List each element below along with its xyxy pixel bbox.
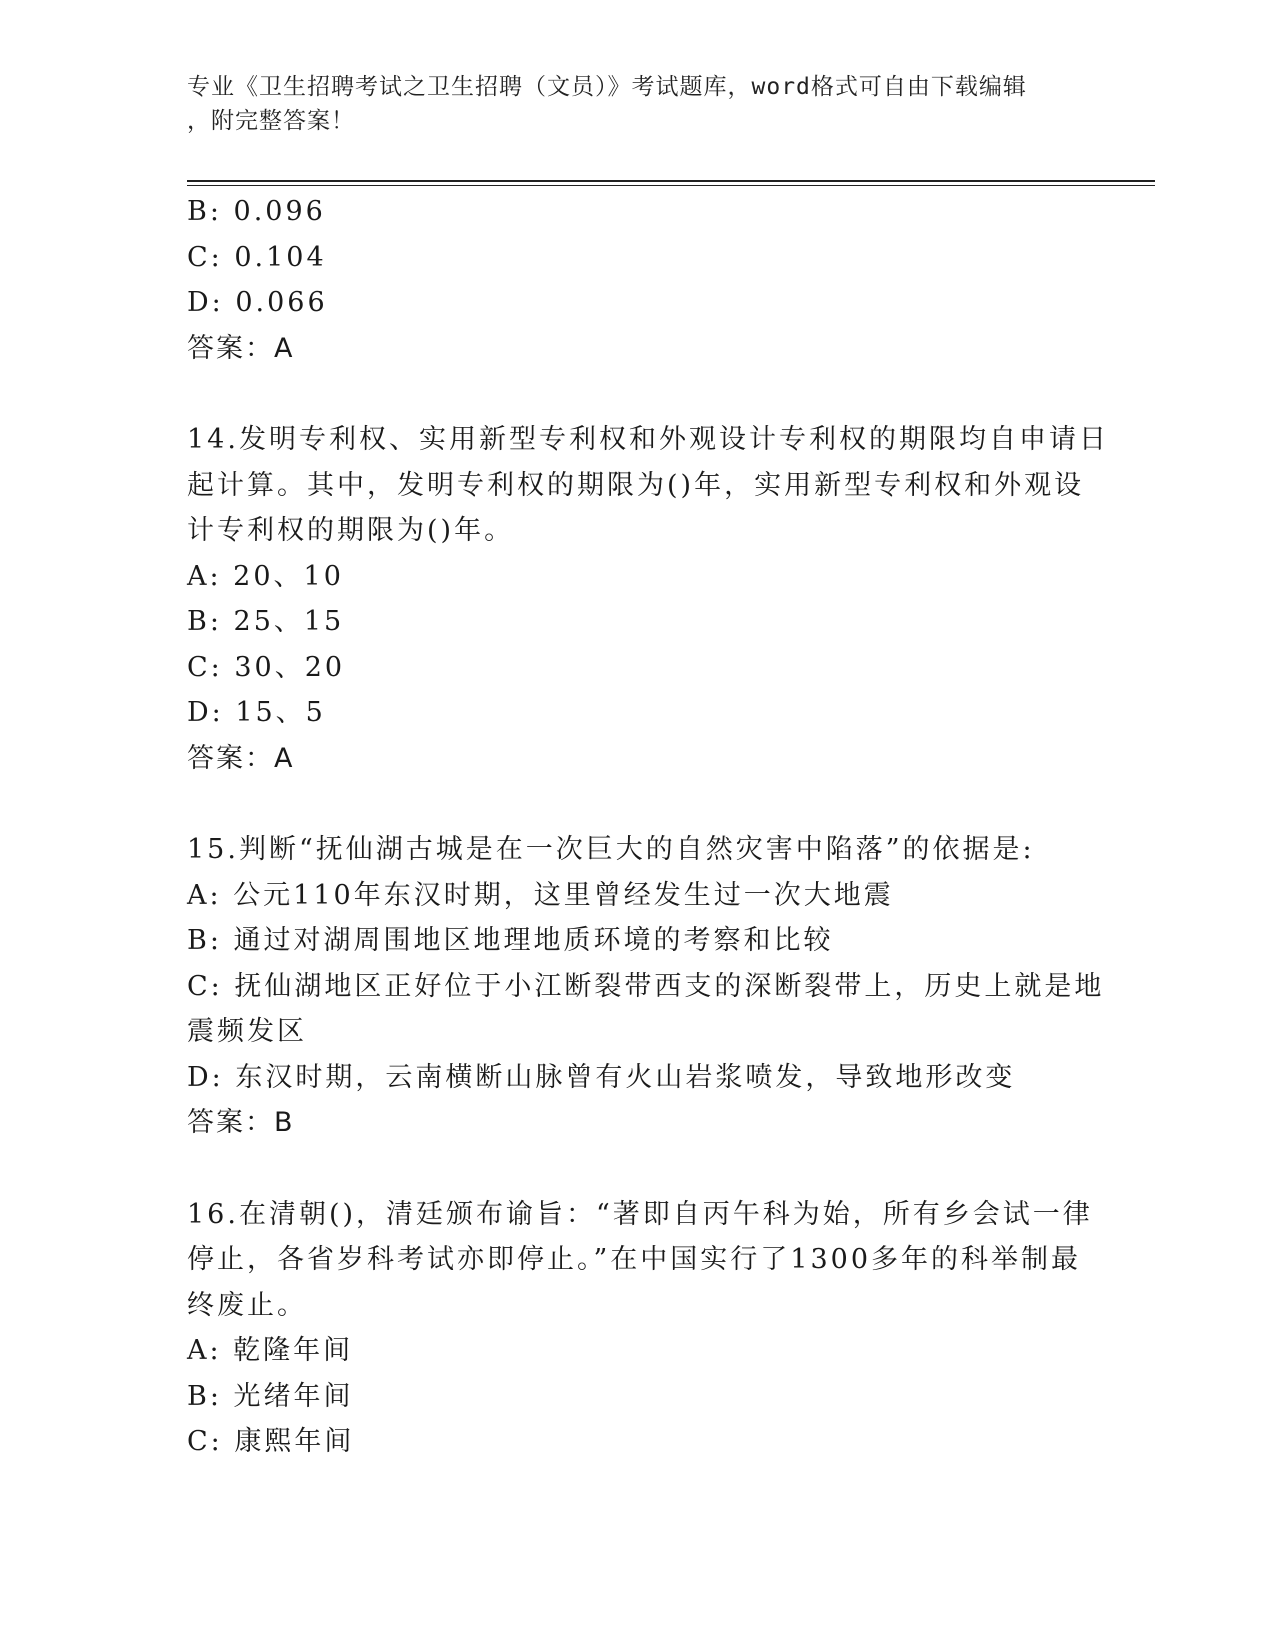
option-a: A: 乾隆年间 — [187, 1335, 354, 1366]
question-text-line: 终废止。 — [187, 1289, 307, 1321]
question-list — [187, 189, 1109, 1465]
document-header — [187, 70, 1067, 138]
option-b: B: 通过对湖周围地区地理地质环境的考察和比较 — [187, 925, 834, 956]
header-line-2: ，附完整答案！ — [187, 108, 355, 134]
option-c: C: 抚仙湖地区正好位于小江断裂带西支的深断裂带上，历史上就是地 — [187, 970, 1105, 1002]
option-d: D: 东汉时期，云南横断山脉曾有火山岩浆喷发，导致地形改变 — [187, 1061, 1016, 1093]
spacer — [187, 781, 1087, 827]
question-text-line: 14.发明专利权、实用新型专利权和外观设计专利权的期限均自申请日 — [187, 424, 1109, 455]
header-divider-thick — [187, 180, 1155, 182]
option-c-continued: 震频发区 — [187, 1016, 307, 1047]
question-16 — [187, 1192, 1093, 1465]
option-c: C: 30、20 — [187, 651, 346, 683]
answer: 答案：B — [187, 1107, 295, 1138]
spacer — [187, 371, 1087, 417]
header-divider-thin — [187, 185, 1155, 186]
option-c: C: 康熙年间 — [187, 1426, 355, 1457]
header-line-1: 专业《卫生招聘考试之卫生招聘（文员）》考试题库，word格式可自由下载编辑 — [187, 74, 1027, 100]
question-text-line: 15.判断“抚仙湖古城是在一次巨大的自然灾害中陷落”的依据是: — [187, 834, 1035, 865]
question-text-line: 起计算。其中，发明专利权的期限为()年，实用新型专利权和外观设 — [187, 469, 1085, 501]
option-d: D: 15、5 — [187, 697, 326, 728]
option-b: B: 光绪年间 — [187, 1380, 354, 1412]
question-15 — [187, 827, 1105, 1146]
option-a: A: 公元110年东汉时期，这里曾经发生过一次大地震 — [187, 879, 894, 911]
answer: 答案：A — [187, 332, 295, 364]
option-c: C: 0.104 — [187, 241, 327, 273]
question-13-partial — [187, 189, 1087, 371]
option-d: D: 0.066 — [187, 287, 328, 318]
question-text-line: 停止，各省岁科考试亦即停止。”在中国实行了1300多年的科举制最 — [187, 1244, 1082, 1275]
option-a: A: 20、10 — [187, 560, 344, 592]
question-text-line: 计专利权的期限为()年。 — [187, 515, 515, 546]
option-b: B: 0.096 — [187, 196, 326, 227]
spacer — [187, 1146, 1087, 1192]
question-14 — [187, 417, 1109, 781]
question-text-line: 16.在清朝()，清廷颁布谕旨：“著即自丙午科为始，所有乡会试一律 — [187, 1198, 1093, 1230]
answer: 答案：A — [187, 742, 295, 774]
option-b: B: 25、15 — [187, 606, 345, 637]
